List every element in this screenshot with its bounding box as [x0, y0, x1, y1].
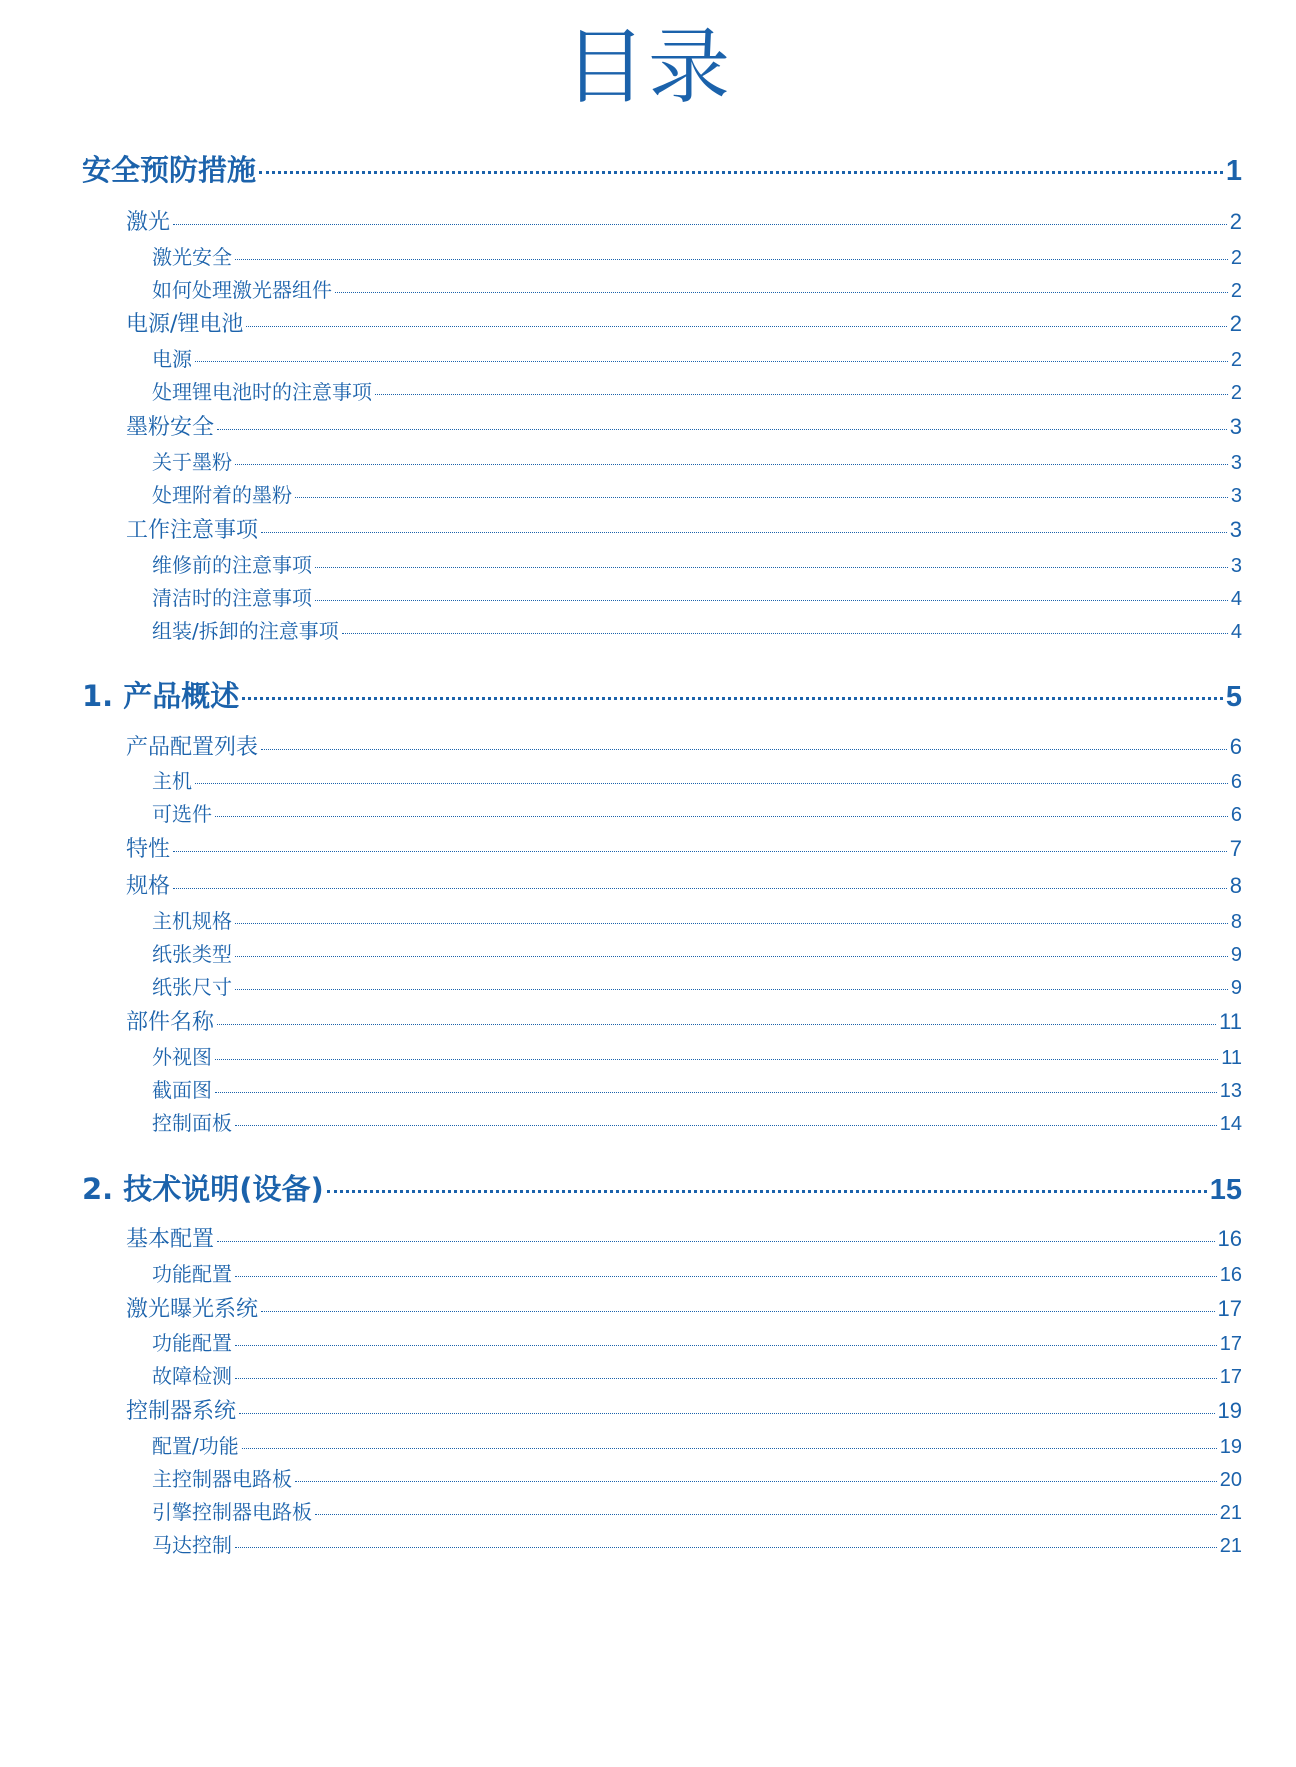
toc-entry-page-number: 4 [1230, 588, 1242, 610]
toc-entry-level-2[interactable] [126, 307, 1242, 339]
toc-entry-page-number: 6 [1230, 804, 1242, 826]
toc-dot-leader [217, 1024, 1216, 1025]
toc-entry-label: 功能配置 [152, 1331, 232, 1355]
toc-dot-leader [235, 1276, 1217, 1277]
toc-entry-level-3[interactable] [152, 905, 1242, 935]
toc-dot-leader [246, 326, 1226, 327]
toc-entry-page-number: 2 [1230, 247, 1242, 269]
toc-dot-leader [217, 429, 1227, 430]
toc-entry-page-number: 1 [1225, 155, 1242, 187]
toc-entry-label: 清洁时的注意事项 [152, 586, 312, 610]
toc-entry-level-3[interactable] [152, 615, 1242, 645]
toc-dot-leader [261, 749, 1227, 750]
toc-entry-label: 功能配置 [152, 1262, 232, 1286]
toc-dot-leader [295, 1481, 1217, 1482]
toc-entry-level-1[interactable] [82, 674, 1242, 714]
toc-entry-label: 电源 [152, 347, 192, 371]
toc-entry-label: 控制面板 [152, 1111, 232, 1135]
toc-entry-label: 1. 产品概述 [82, 679, 240, 713]
toc-dot-leader [235, 1125, 1217, 1126]
toc-entry-level-3[interactable] [152, 1463, 1242, 1493]
toc-entry-label: 维修前的注意事项 [152, 553, 312, 577]
toc-entry-page-number: 17 [1219, 1333, 1242, 1355]
toc-entry-level-2[interactable] [126, 1222, 1242, 1254]
toc-entry-level-2[interactable] [126, 730, 1242, 762]
toc-entry-page-number: 8 [1229, 873, 1242, 898]
toc-entry-page-number: 21 [1219, 1502, 1242, 1524]
toc-entry-label: 激光曝光系统 [126, 1297, 259, 1322]
toc-entry-label: 产品配置列表 [126, 735, 259, 760]
toc-entry-page-number: 3 [1230, 555, 1242, 577]
toc-entry-page-number: 6 [1230, 771, 1242, 793]
toc-entry-page-number: 3 [1229, 414, 1242, 439]
toc-entry-page-number: 3 [1230, 485, 1242, 507]
toc-entry-level-3[interactable] [152, 274, 1242, 304]
toc-entry-page-number: 11 [1221, 1047, 1242, 1069]
toc-entry-level-3[interactable] [152, 765, 1242, 795]
toc-entry-level-3[interactable] [152, 1360, 1242, 1390]
toc-dot-leader [215, 1059, 1218, 1060]
toc-entry-page-number: 7 [1229, 836, 1242, 861]
toc-entry-page-number: 16 [1219, 1264, 1242, 1286]
toc-entry-label: 墨粉安全 [126, 415, 215, 440]
toc-entry-label: 主机规格 [152, 909, 232, 933]
toc-entry-level-3[interactable] [152, 1107, 1242, 1137]
toc-entry-level-1[interactable] [82, 1167, 1242, 1207]
toc-entry-page-number: 2 [1230, 349, 1242, 371]
toc-dot-leader [235, 259, 1228, 260]
toc-entry-label: 安全预防措施 [82, 153, 257, 187]
toc-entry-label: 关于墨粉 [152, 450, 232, 474]
toc-dot-leader [259, 171, 1223, 174]
toc-entry-level-2[interactable] [126, 1394, 1242, 1426]
toc-entry-level-3[interactable] [152, 971, 1242, 1001]
toc-entry-level-3[interactable] [152, 1258, 1242, 1288]
toc-entry-page-number: 5 [1225, 681, 1242, 713]
toc-dot-leader [215, 816, 1228, 817]
toc-entry-page-number: 6 [1229, 734, 1242, 759]
toc-entry-label: 工作注意事项 [126, 518, 259, 543]
toc-entry-page-number: 19 [1217, 1398, 1242, 1423]
toc-entry-page-number: 15 [1209, 1174, 1242, 1206]
toc-dot-leader [235, 1345, 1217, 1346]
toc-dot-leader [261, 1311, 1215, 1312]
toc-entry-label: 可选件 [152, 802, 212, 826]
toc-dot-leader [235, 923, 1228, 924]
toc-entry-label: 组装/拆卸的注意事项 [152, 619, 339, 643]
toc-entry-label: 如何处理激光器组件 [152, 278, 332, 302]
toc-entry-label: 激光安全 [152, 245, 232, 269]
toc-entry-level-3[interactable] [152, 241, 1242, 271]
toc-dot-leader [375, 394, 1228, 395]
toc-entry-label: 激光 [126, 210, 171, 235]
toc-entry-level-2[interactable] [126, 513, 1242, 545]
toc-dot-leader [235, 989, 1228, 990]
toc-entry-label: 电源/锂电池 [126, 312, 244, 337]
toc-entry-page-number: 13 [1219, 1080, 1242, 1102]
toc-entry-page-number: 2 [1230, 280, 1242, 302]
toc-dot-leader [335, 292, 1228, 293]
toc-entry-level-2[interactable] [126, 410, 1242, 442]
toc-entry-label: 特性 [126, 837, 171, 862]
toc-entry-label: 截面图 [152, 1078, 212, 1102]
toc-dot-leader [261, 532, 1227, 533]
toc-entry-level-3[interactable] [152, 1327, 1242, 1357]
page-title: 目录 [563, 20, 732, 115]
toc-entry-label: 规格 [126, 874, 171, 899]
toc-dot-leader [195, 361, 1228, 362]
toc-dot-leader [342, 633, 1228, 634]
toc-entry-page-number: 9 [1230, 944, 1242, 966]
toc-dot-leader [327, 1190, 1207, 1193]
toc-entry-level-3[interactable] [152, 446, 1242, 476]
toc-entry-label: 基本配置 [126, 1227, 215, 1252]
toc-entry-page-number: 2 [1229, 209, 1242, 234]
toc-entry-level-3[interactable] [152, 1074, 1242, 1104]
toc-entry-level-3[interactable] [152, 343, 1242, 373]
toc-entry-label: 主机 [152, 769, 192, 793]
toc-entry-level-3[interactable] [152, 549, 1242, 579]
toc-entry-page-number: 17 [1217, 1296, 1242, 1321]
toc-entry-page-number: 9 [1230, 977, 1242, 999]
toc-dot-leader [315, 1514, 1217, 1515]
toc-entry-level-3[interactable] [152, 1529, 1242, 1559]
toc-dot-leader [242, 697, 1223, 700]
toc-dot-leader [295, 497, 1228, 498]
toc-entry-level-2[interactable] [126, 832, 1242, 864]
toc-entry-label: 配置/功能 [152, 1434, 239, 1458]
toc-dot-leader [215, 1092, 1217, 1093]
toc-entry-level-3[interactable] [152, 1496, 1242, 1526]
toc-dot-leader [239, 1413, 1215, 1414]
toc-entry-label: 引擎控制器电路板 [152, 1500, 312, 1524]
toc-entry-page-number: 19 [1219, 1436, 1242, 1458]
toc-dot-leader [235, 1547, 1217, 1548]
toc-entry-label: 处理附着的墨粉 [152, 483, 292, 507]
toc-entry-page-number: 16 [1217, 1226, 1242, 1251]
toc-entry-level-3[interactable] [152, 479, 1242, 509]
toc-entry-level-2[interactable] [126, 205, 1242, 237]
toc-entry-page-number: 3 [1230, 452, 1242, 474]
toc-entry-level-3[interactable] [152, 1041, 1242, 1071]
toc-entry-page-number: 8 [1230, 911, 1242, 933]
toc-dot-leader [173, 224, 1227, 225]
toc-entry-level-2[interactable] [126, 1005, 1242, 1037]
toc-entry-level-2[interactable] [126, 1292, 1242, 1324]
toc-dot-leader [235, 1378, 1217, 1379]
toc-entry-label: 纸张类型 [152, 942, 232, 966]
toc-entry-level-3[interactable] [152, 1430, 1242, 1460]
toc-entry-label: 控制器系统 [126, 1399, 237, 1424]
toc-dot-leader [315, 600, 1228, 601]
toc-entry-label: 处理锂电池时的注意事项 [152, 380, 372, 404]
toc-entry-page-number: 17 [1219, 1366, 1242, 1388]
toc-dot-leader [235, 464, 1228, 465]
toc-entry-level-1[interactable] [82, 148, 1242, 188]
toc-entry-page-number: 20 [1219, 1469, 1242, 1491]
toc-dot-leader [217, 1241, 1215, 1242]
toc-entry-level-3[interactable] [152, 798, 1242, 828]
toc-entry-label: 故障检测 [152, 1364, 232, 1388]
toc-entry-label: 外视图 [152, 1045, 212, 1069]
toc-entry-level-3[interactable] [152, 938, 1242, 968]
toc-dot-leader [195, 783, 1228, 784]
toc-entry-page-number: 2 [1230, 382, 1242, 404]
toc-entry-label: 主控制器电路板 [152, 1467, 292, 1491]
toc-entry-page-number: 21 [1219, 1535, 1242, 1557]
toc-entry-label: 马达控制 [152, 1533, 232, 1557]
toc-entry-level-3[interactable] [152, 376, 1242, 406]
toc-dot-leader [173, 888, 1227, 889]
toc-dot-leader [242, 1448, 1217, 1449]
toc-entry-label: 纸张尺寸 [152, 975, 232, 999]
toc-entry-page-number: 11 [1219, 1009, 1242, 1034]
toc-entry-level-3[interactable] [152, 582, 1242, 612]
toc-entry-page-number: 14 [1219, 1113, 1242, 1135]
toc-dot-leader [235, 956, 1228, 957]
toc-entry-level-2[interactable] [126, 869, 1242, 901]
toc-entry-page-number: 4 [1230, 621, 1242, 643]
toc-entry-label: 部件名称 [126, 1010, 215, 1035]
toc-dot-leader [315, 567, 1228, 568]
toc-entry-page-number: 2 [1229, 311, 1242, 336]
toc-entry-label: 2. 技术说明(设备) [82, 1172, 324, 1206]
toc-dot-leader [173, 851, 1227, 852]
toc-entry-page-number: 3 [1229, 517, 1242, 542]
